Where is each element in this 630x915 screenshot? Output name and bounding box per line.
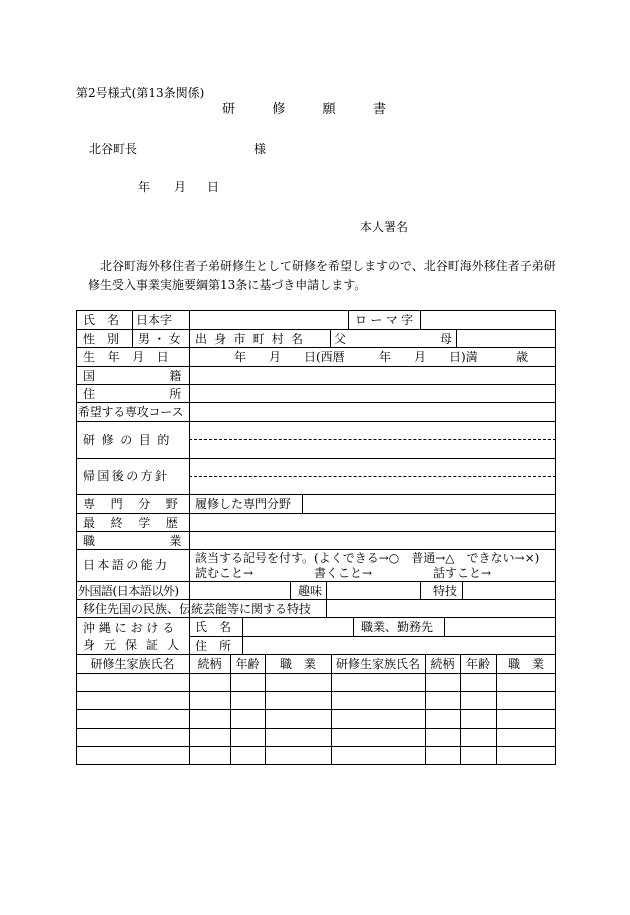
form-title <box>222 102 386 117</box>
title-char-1: 研 <box>222 102 236 117</box>
family-header-name-1: 研修生家族氏名 <box>90 657 175 671</box>
family-row-2[interactable] <box>77 692 555 709</box>
writing-label: 書くこと→ <box>314 566 373 580</box>
western-year: 年 <box>379 350 392 364</box>
plan-label: 帰国後の方針 <box>83 469 170 483</box>
family-row-3[interactable] <box>77 710 555 727</box>
date-year-label: 年 <box>138 180 151 194</box>
family-header-age-2: 年齢 <box>465 657 490 671</box>
guarantor-job-label: 職業、勤務先 <box>361 620 434 634</box>
addressee: 北谷町長 <box>89 142 138 156</box>
guarantor-label-1: 沖縄における <box>83 621 179 635</box>
date-day-label: 日 <box>207 180 220 194</box>
birthdate-month: 月 <box>269 350 282 364</box>
reading-label: 読むこと→ <box>195 566 254 580</box>
roman-label: ローマ字 <box>355 313 417 327</box>
body-line-2: 修生受入事業実施要綱第13条に基づき申請します。 <box>88 278 367 292</box>
guarantor-name-label: 氏 名 <box>195 620 232 634</box>
occupation-label: 職業 <box>83 534 256 548</box>
family-header-name-2: 研修生家族氏名 <box>335 657 420 671</box>
family-header-age-1: 年齢 <box>235 657 260 671</box>
name-japanese-field[interactable] <box>190 311 347 328</box>
birthdate-day: 日(西暦 <box>304 350 345 364</box>
title-char-4: 書 <box>372 102 386 117</box>
gender-options[interactable]: 男・女 <box>138 332 185 346</box>
nationality-label: 国籍 <box>83 369 256 383</box>
family-row-4[interactable] <box>77 729 555 746</box>
birthdate-label: 生年月日 <box>83 350 182 364</box>
signature-label: 本人署名 <box>360 220 409 234</box>
purpose-label: 研修の目的 <box>83 433 177 447</box>
specialty-label: 専門分野 <box>83 497 194 511</box>
family-header-job-1: 職 業 <box>279 657 316 671</box>
ability-instruction: 該当する記号を付す。(よくできる→○ 普通→△ できない→×) <box>195 551 540 565</box>
studied-specialty-label: 履修した専門分野 <box>195 497 292 511</box>
family-header-relation-1: 続柄 <box>197 657 222 671</box>
foreign-language-label: 外国語(日本語以外) <box>78 584 179 598</box>
culture-skill-label: 移住先国の民族、伝統芸能等に関する特技 <box>83 602 312 616</box>
western-month: 月 <box>414 350 427 364</box>
body-line-1: 北谷町海外移住者子弟研修生として研修を希望しますので、北谷町海外移住者子弟研 <box>100 259 556 273</box>
name-label: 氏 名 <box>83 313 120 327</box>
address-label: 住所 <box>83 387 256 401</box>
birthdate-year: 年 <box>234 350 247 364</box>
form-number: 第2号様式(第13条関係) <box>76 86 205 100</box>
skill-label: 特技 <box>433 584 458 598</box>
father-label: 父 <box>334 332 347 346</box>
family-header-job-2: 職 業 <box>507 657 544 671</box>
title-char-2: 修 <box>272 102 286 117</box>
mother-label: 母 <box>440 332 453 346</box>
name-roman-field[interactable] <box>421 311 555 328</box>
course-label: 希望する専攻コース <box>78 405 184 419</box>
hobby-label: 趣味 <box>298 584 323 598</box>
gender-label: 性 別 <box>83 332 120 346</box>
family-row-5[interactable] <box>77 747 555 764</box>
western-day: 日)満 <box>449 350 478 364</box>
honorific: 様 <box>254 142 267 156</box>
birthplace-label: 出身市町村名 <box>195 332 311 346</box>
date-month-label: 月 <box>174 180 187 194</box>
speaking-label: 話すこと→ <box>433 566 492 580</box>
guarantor-address-label: 住 所 <box>195 639 232 653</box>
education-label: 最終学歴 <box>83 516 194 530</box>
age-unit: 歳 <box>516 350 529 364</box>
family-header-relation-2: 続柄 <box>430 657 455 671</box>
japanese-ability-label: 日本語の能力 <box>83 558 170 572</box>
title-char-3: 願 <box>322 102 336 117</box>
japanese-label: 日本字 <box>136 313 173 327</box>
family-row-1[interactable] <box>77 674 555 691</box>
guarantor-label-2: 身元保証人 <box>83 638 189 652</box>
